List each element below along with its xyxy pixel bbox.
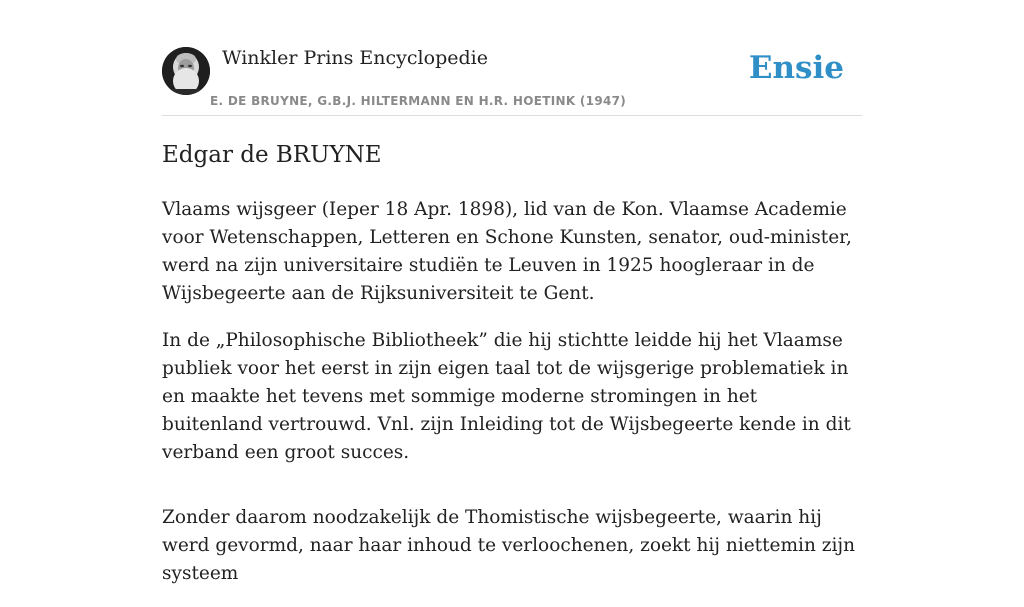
article-paragraph: Zonder daarom noodzakelijk de Thomistische wijsbegeerte, waarin hij werd gevormd, naar haar inhoud te verloochenen, zoekt hij niettemin zijn systeem [162,507,856,584]
article [162,138,862,607]
ensie-logo[interactable]: Ensie [748,50,844,86]
article-paragraph: Vlaams wijsgeer (Ieper 18 Apr. 1898), lid van de Kon. Vlaamse Academie voor Wetenschappen, Letteren en Schone Kunsten, senator, oud-minister, werd na zijn universitaire studiën te Leuven in 1925 hoogleraar in de Wijsbegeerte aan de Rijksuniversiteit te Gent. [162,199,852,304]
site-title[interactable]: Winkler Prins Encyclopedie [222,47,488,69]
site-header [162,44,862,116]
portrait-icon [162,47,210,95]
article-title: Edgar de BRUYNE [162,142,382,168]
article-paragraph: In de „Philosophische Bibliotheek” die hij stichtte leidde hij het Vlaamse publiek voor het eerst in zijn eigen taal tot de wijsgerige problematiek in en maakte het tevens met sommige moderne stromingen in het buitenland vertrouwd. Vnl. zijn Inleiding tot de Wijsbegeerte kende in dit verband een groot succes. [162,330,851,463]
author-avatar-icon[interactable] [162,47,210,95]
authors-line: E. DE BRUYNE, G.B.J. HILTERMANN EN H.R. HOETINK (1947) [210,94,627,108]
